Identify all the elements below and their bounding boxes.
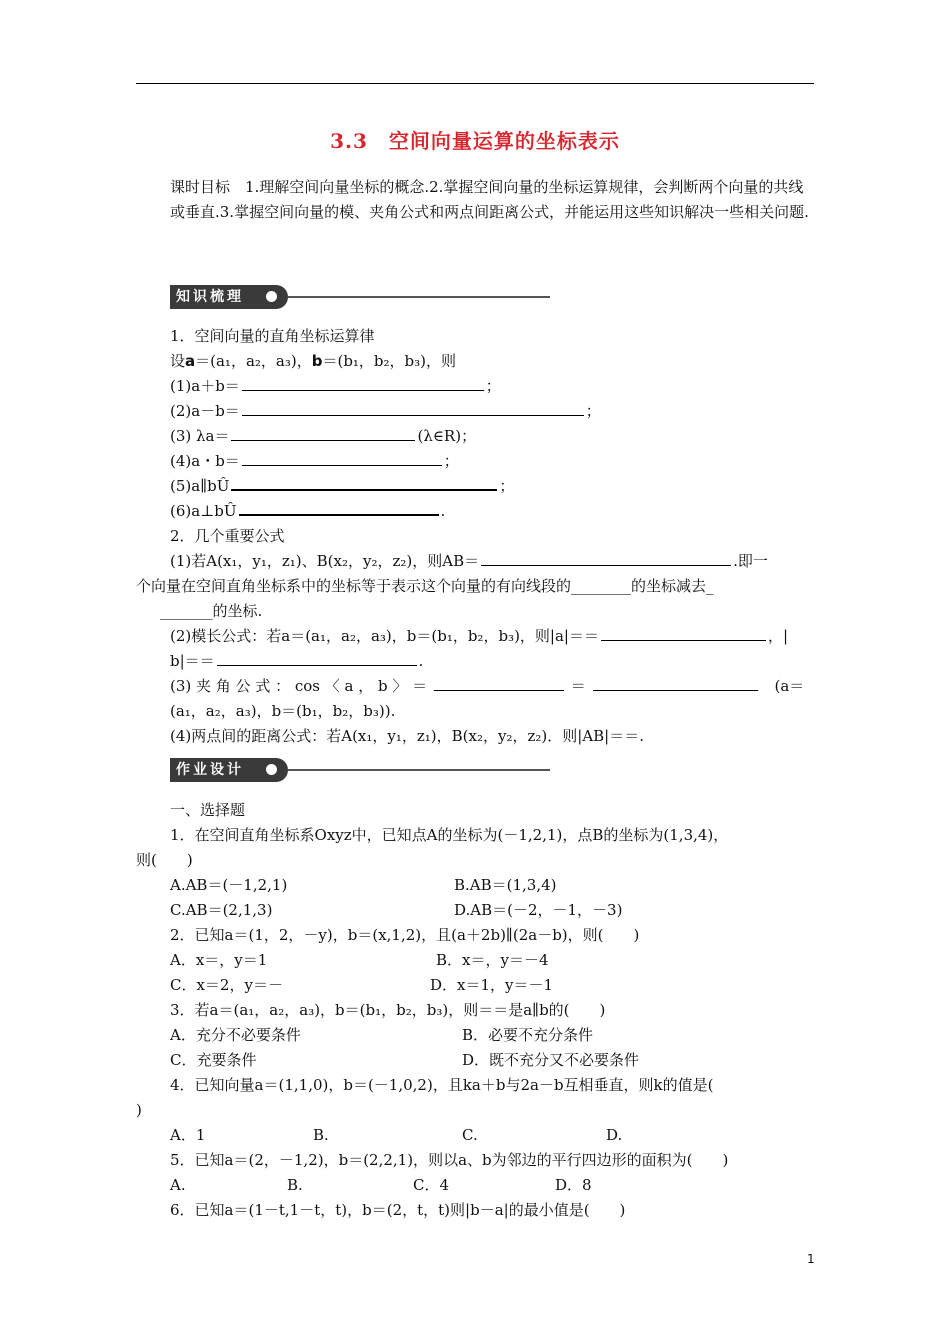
blank[interactable]	[239, 500, 439, 516]
option-2c[interactable]: C．x＝2，y＝－	[170, 976, 283, 994]
set-line: 设a＝(a₁，a₂，a₃)，b＝(b₁，b₂，b₃)，则	[170, 352, 457, 370]
blank[interactable]	[242, 451, 442, 466]
option-4d[interactable]: D.	[606, 1126, 623, 1144]
formula-3-cont: (a₁，a₂，a₃)，b＝(b₁，b₂，b₃)).	[170, 702, 396, 720]
rule-4: (4)a・b＝ ；	[170, 452, 459, 470]
section-homework-label: 作业设计	[170, 758, 288, 782]
blank[interactable]	[601, 626, 766, 641]
page-number: 1	[807, 1252, 815, 1266]
blank[interactable]	[231, 475, 497, 491]
option-4b[interactable]: B.	[313, 1126, 329, 1144]
question-1-cont: 则( )	[136, 851, 193, 869]
rule-5: (5)a∥bÛ ；	[170, 477, 515, 495]
formula-2: (2)模长公式：若a＝(a₁，a₂，a₃)，b＝(b₁，b₂，b₃)，则|a|＝＝ ，|	[170, 627, 789, 645]
formula-2-cont: b|＝＝ .	[170, 652, 424, 670]
option-4c[interactable]: C.	[462, 1126, 478, 1144]
blank[interactable]	[481, 551, 731, 566]
formula-1: (1)若A(x₁，y₁，z₁)、B(x₂，y₂，z₂)，则AB＝ .即一	[170, 552, 768, 570]
option-2d[interactable]: D．x＝1，y＝－1	[430, 976, 554, 994]
heading-2: 2．几个重要公式	[170, 527, 285, 545]
blank[interactable]	[434, 676, 564, 691]
option-1b[interactable]: B.AB＝(1,3,4)	[454, 876, 557, 894]
option-3b[interactable]: B．必要不充分条件	[462, 1026, 594, 1044]
section-rule	[288, 769, 550, 771]
option-5c[interactable]: C．4	[413, 1176, 450, 1194]
option-1d[interactable]: D.AB＝(－2，－1，－3)	[454, 901, 623, 919]
rule-6: (6)a⊥bÛ .	[170, 502, 446, 520]
formula-1-cont: 个向量在空间直角坐标系中的坐标等于表示这个向量的有向线段的________的坐标减去_	[136, 577, 714, 595]
option-2b[interactable]: B．x＝，y＝－4	[436, 951, 549, 969]
section-rule	[288, 296, 550, 298]
blank[interactable]	[242, 401, 584, 416]
header-rule	[136, 83, 814, 84]
blank[interactable]	[217, 651, 417, 666]
option-5d[interactable]: D．8	[555, 1176, 592, 1194]
question-6: 6．已知a＝(1－t,1－t，t)，b＝(2，t，t)则|b－a|的最小值是( )	[170, 1201, 626, 1219]
section-knowledge-label: 知识梳理	[170, 285, 288, 309]
objectives	[170, 175, 815, 225]
heading-1: 1．空间向量的直角坐标运算律	[170, 327, 375, 345]
bullet-dot-icon	[266, 291, 277, 302]
page-title: 3.3 空间向量运算的坐标表示	[330, 129, 620, 153]
question-5: 5．已知a＝(2，－1,2)，b＝(2,2,1)，则以a、b为邻边的平行四边形的面积为( )	[170, 1151, 729, 1169]
rule-2: (2)a－b＝ ；	[170, 402, 601, 420]
formula-4: (4)两点间的距离公式：若A(x₁，y₁，z₁)，B(x₂，y₂，z₂)．则|AB|＝＝.	[170, 727, 644, 745]
part-heading: 一、选择题	[170, 801, 246, 819]
option-5a[interactable]: A.	[170, 1176, 186, 1194]
option-1a[interactable]: A.AB＝(－1,2,1)	[170, 876, 288, 894]
blank[interactable]	[242, 376, 484, 391]
option-1c[interactable]: C.AB＝(2,1,3)	[170, 901, 273, 919]
bullet-dot-icon	[266, 764, 277, 775]
option-3d[interactable]: D．既不充分又不必要条件	[462, 1051, 640, 1069]
rule-1: (1)a＋b＝ ；	[170, 377, 501, 395]
formula-1-end: _______的坐标.	[160, 602, 263, 620]
option-2a[interactable]: A．x＝，y＝1	[170, 951, 268, 969]
blank[interactable]	[231, 426, 415, 441]
rule-3: (3) λa＝ (λ∈R)；	[170, 427, 477, 445]
formula-3: (3) 夹 角 公 式 ： cos 〈 a ， b 〉 ＝ ＝ (a＝	[170, 677, 805, 695]
option-3a[interactable]: A．充分不必要条件	[170, 1026, 301, 1044]
question-1: 1．在空间直角坐标系Oxyz中，已知点A的坐标为(－1,2,1)，点B的坐标为(1,3,4)，	[170, 826, 729, 844]
option-3c[interactable]: C．充要条件	[170, 1051, 257, 1069]
question-4: 4．已知向量a＝(1,1,0)，b＝(－1,0,2)，且ka＋b与2a－b互相垂直，则k的值是(	[170, 1076, 714, 1094]
blank[interactable]	[593, 676, 758, 691]
objectives-text: 课时目标 1.理解空间向量坐标的概念.2.掌握空间向量的坐标运算规律，会判断两个向量的共线或垂直.3.掌握空间向量的模、夹角公式和两点间距离公式，并能运用这些知识解决一些相关问题.	[170, 178, 809, 221]
question-4-cont: )	[136, 1101, 142, 1119]
option-5b[interactable]: B.	[287, 1176, 303, 1194]
question-3: 3．若a＝(a₁，a₂，a₃)，b＝(b₁，b₂，b₃)，则＝＝是a∥b的( )	[170, 1001, 606, 1019]
option-4a[interactable]: A．1	[170, 1126, 206, 1144]
question-2: 2．已知a＝(1，2，－y)，b＝(x,1,2)，且(a＋2b)∥(2a－b)，则( )	[170, 926, 640, 944]
